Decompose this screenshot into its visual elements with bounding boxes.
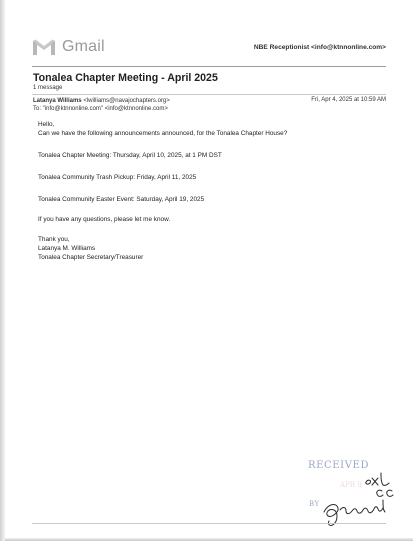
body-closing: Thank you, [38,236,70,243]
received-stamp: RECEIVED [308,460,370,471]
footer-divider [32,523,386,524]
message-count: 1 message [33,85,63,91]
announcement-easter-event: Tonalea Community Easter Event: Saturday, April 19, 2025 [38,196,205,203]
signature-name: Latanya M. Williams [38,245,96,252]
email-body [38,120,388,262]
gmail-logo-icon [32,38,56,56]
header-divider [32,66,386,67]
handwritten-notes [310,470,402,528]
gmail-wordmark: Gmail [62,38,105,55]
announcement-trash-pickup: Tonalea Community Trash Pickup: Friday, April 11, 2025 [38,174,197,181]
to-line: To: "info@ktnnonline.com" <info@ktnnonline.com> [33,106,168,112]
body-questions: If you have any questions, please let me know. [38,216,171,223]
subject-divider [32,94,386,95]
signature-title: Tonalea Chapter Secretary/Treasurer [38,254,144,261]
sent-date: Fri, Apr 4, 2025 at 10:59 AM [311,97,386,103]
stamp-faint-date: APR 9 [340,481,362,489]
announcement-meeting: Tonalea Chapter Meeting: Thursday, April 10, 2025, at 1 PM DST [38,152,222,159]
sender-name: Latanya Williams [33,98,82,104]
gmail-logo [32,38,105,56]
scan-page-edge-left [0,0,5,541]
body-request: Can we have the following announcements announced, for the Tonalea Chapter House? [38,130,288,137]
email-subject: Tonalea Chapter Meeting - April 2025 [33,72,218,84]
account-address: NBE Receptionist <info@ktnnonline.com> [253,44,386,51]
sender-email: <lwilliams@navajochapters.org> [83,98,170,104]
body-greeting: Hello, [38,121,55,128]
from-line [33,98,170,104]
received-stamp-by: BY [309,500,320,508]
